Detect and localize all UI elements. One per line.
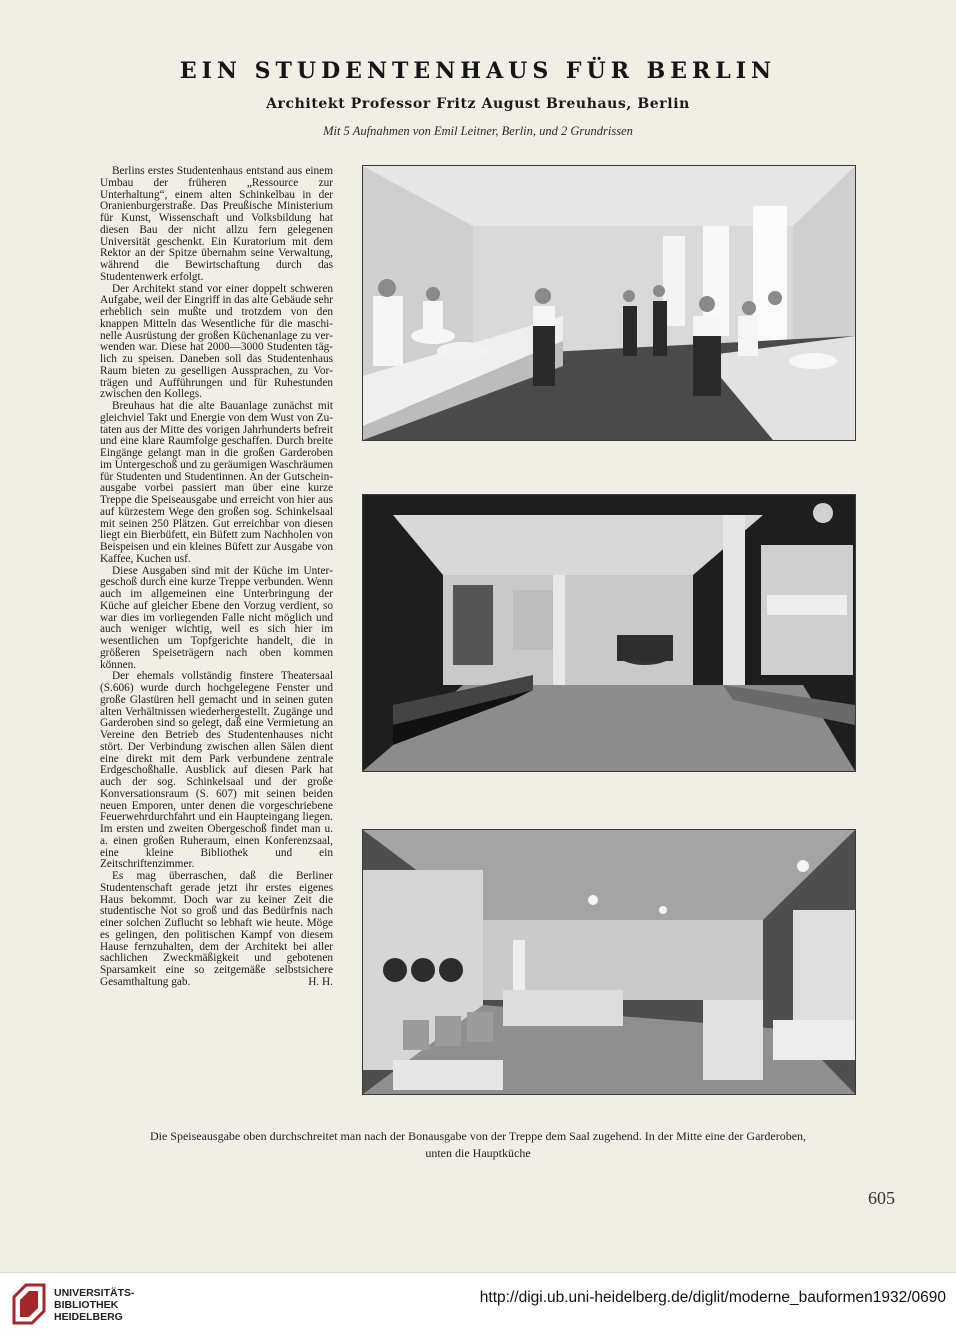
caption-line-2: unten die Hauptküche (425, 1146, 531, 1160)
library-footer (0, 1272, 956, 1339)
source-url-link[interactable]: http://digi.ub.uni-heidelberg.de/diglit/moderne_bauformen1932/0690 (479, 1289, 946, 1306)
paragraph-3: Breuhaus hat die alte Bauanlage zunächst mit gleichviel Takt und Energie von dem Wust von Zutaten aus der Mitte des vorigen Jahrhunderts befreit und eine klare Raumfolge geschaffen. Durch breite Eingänge gelangt man in die großen Garderoben im Untergeschoß und zu geräumigen Waschräumen für Studenten und Studentinnen. An der Gutscheinausgabe vorbei passiert man über eine kurze Treppe die Speiseausgabe und erreicht von hier aus auf kürzestem Wege den großen sog. Schinkelsaal mit seinen 250 Plätzen. Gut erreichbar von diesen liegt ein Bierbüfett, ein Büfett zum Nachholen von Beispeisen und ein kleines Büfett zur Ausgabe von Kaffee, Kuchen usf. (100, 400, 334, 565)
author-signature: H. H. (308, 975, 333, 988)
caption-line-1: Die Speiseausgabe oben durchschreitet man nach der Bonausgabe von der Treppe dem Saal zugehend. In der Mitte eine der Garderoben, (149, 1129, 807, 1143)
paragraph-2: Der Architekt stand vor einer doppelt schweren Aufgabe, weil der Eingriff in das alte Gebäude sehr erheblich sein mußte und trotzdem von den knappen Mitteln das Wesentliche für die maschinelle Ausrüstung der großen Küchenanlage zu verwenden war. Diese hat 2000—3000 Studenten täglich zu speisen. Daneben soll das Studentenhaus Raum bieten zu geselligen Aussprachen, zu Vorträgen und Aufführungen und für Ruhestunden zwischen den Kollegs. (100, 282, 333, 401)
photo-serving-counter (362, 165, 856, 441)
photo-main-kitchen (362, 829, 856, 1095)
paragraph-4: Diese Ausgaben sind mit der Küche im Untergeschoß durch eine kurze Treppe verbunden. Wenn auch im allgemeinen eine Unterbringung der Küche auf gleicher Ebene den Vorzug verdient, so war dies im vorliegenden Falle nicht möglich und auch weniger wichtig, weil es sich hier im wesentlichen um Topfgerichte handelt, die in größeren Speiseträgern nach oben kommen können. (100, 564, 333, 671)
library-name[interactable] (54, 1287, 135, 1323)
library-name-line-2: BIBLIOTHEK (54, 1299, 119, 1311)
paragraph-6-text: Es mag überraschen, daß die Berliner Studentenschaft gerade jetzt ihr erstes eigenes Haus bekommt. Doch war zu keiner Zeit die studentische Not so groß und das Bedürfnis nach einer solchen Zuflucht so lebhaft wie heute. Möge es gelingen, den politischen Kampf von diesem Hause fernzuhalten, dem der Architekt bei aller sachlichen Zweckmäßigkeit und gebotenen Sparsamkeit eine so zeitgemäße selbstsichere Gesamthaltung gab. (100, 870, 333, 988)
article-title: EIN STUDENTENHAUS FÜR BERLIN (179, 58, 777, 84)
library-name-line-3: HEIDELBERG (54, 1311, 123, 1323)
paragraph-1: Berlins erstes Studentenhaus entstand aus einem Umbau der früheren „Ressource zur Unterhaltung“, einem alten Schinkelbau in der Oranienburgerstraße. Das Preußische Ministerium für Kunst, Wissenschaft und Volksbildung hat diesen Bau der nicht allzu fern gelegenen Universität geschenkt. Ein Kuratorium mit dem Rektor an der Spitze übernahm seine Verwaltung, während die Bewirtschaftung durch das Studentenwerk erfolgt. (100, 165, 333, 283)
photo-caption (20, 1128, 936, 1162)
page-number: 605 (868, 1188, 895, 1208)
library-logo-icon[interactable] (12, 1283, 46, 1325)
paragraph-5: Der ehemals vollständig finstere Theatersaal (S.606) wurde durch hochgelegene Fenster und große Glastüren hell gemacht und in seinen guten alten Verhältnissen wiederhergestellt. Zugänge und Garderoben sind so gelegt, daß eine Vermietung an Vereine den Betrieb des Studentenhauses nicht stört. Der Verbindung zwischen allen Sälen dient eine direkt mit dem Park verbundene zentrale Erdgeschoßhalle. Ausblick auf diesen Park hat auch der sog. Schinkelsaal und der große Konversationsraum (S. 607) mit seinen beiden neuen Emporen, unter denen die vorgeschriebene Feuerwehrdurchfahrt und ein Haupteingang liegen. Im ersten und zweiten Obergeschoß findet man u. a. einen großen Ruheraum, einen Konferenzsaal, eine kleine Bibliothek und ein Zeitschriftenzimmer. (100, 670, 333, 871)
paragraph-6 (100, 871, 333, 989)
article-body (100, 166, 333, 989)
photo-cloakroom (362, 494, 856, 772)
photo-credits: Mit 5 Aufnahmen von Emil Leitner, Berlin, und 2 Grundrissen (323, 124, 633, 138)
article-subtitle: Architekt Professor Fritz August Breuhaus, Berlin (266, 96, 690, 112)
library-name-line-1: UNIVERSITÄTS- (54, 1287, 135, 1299)
